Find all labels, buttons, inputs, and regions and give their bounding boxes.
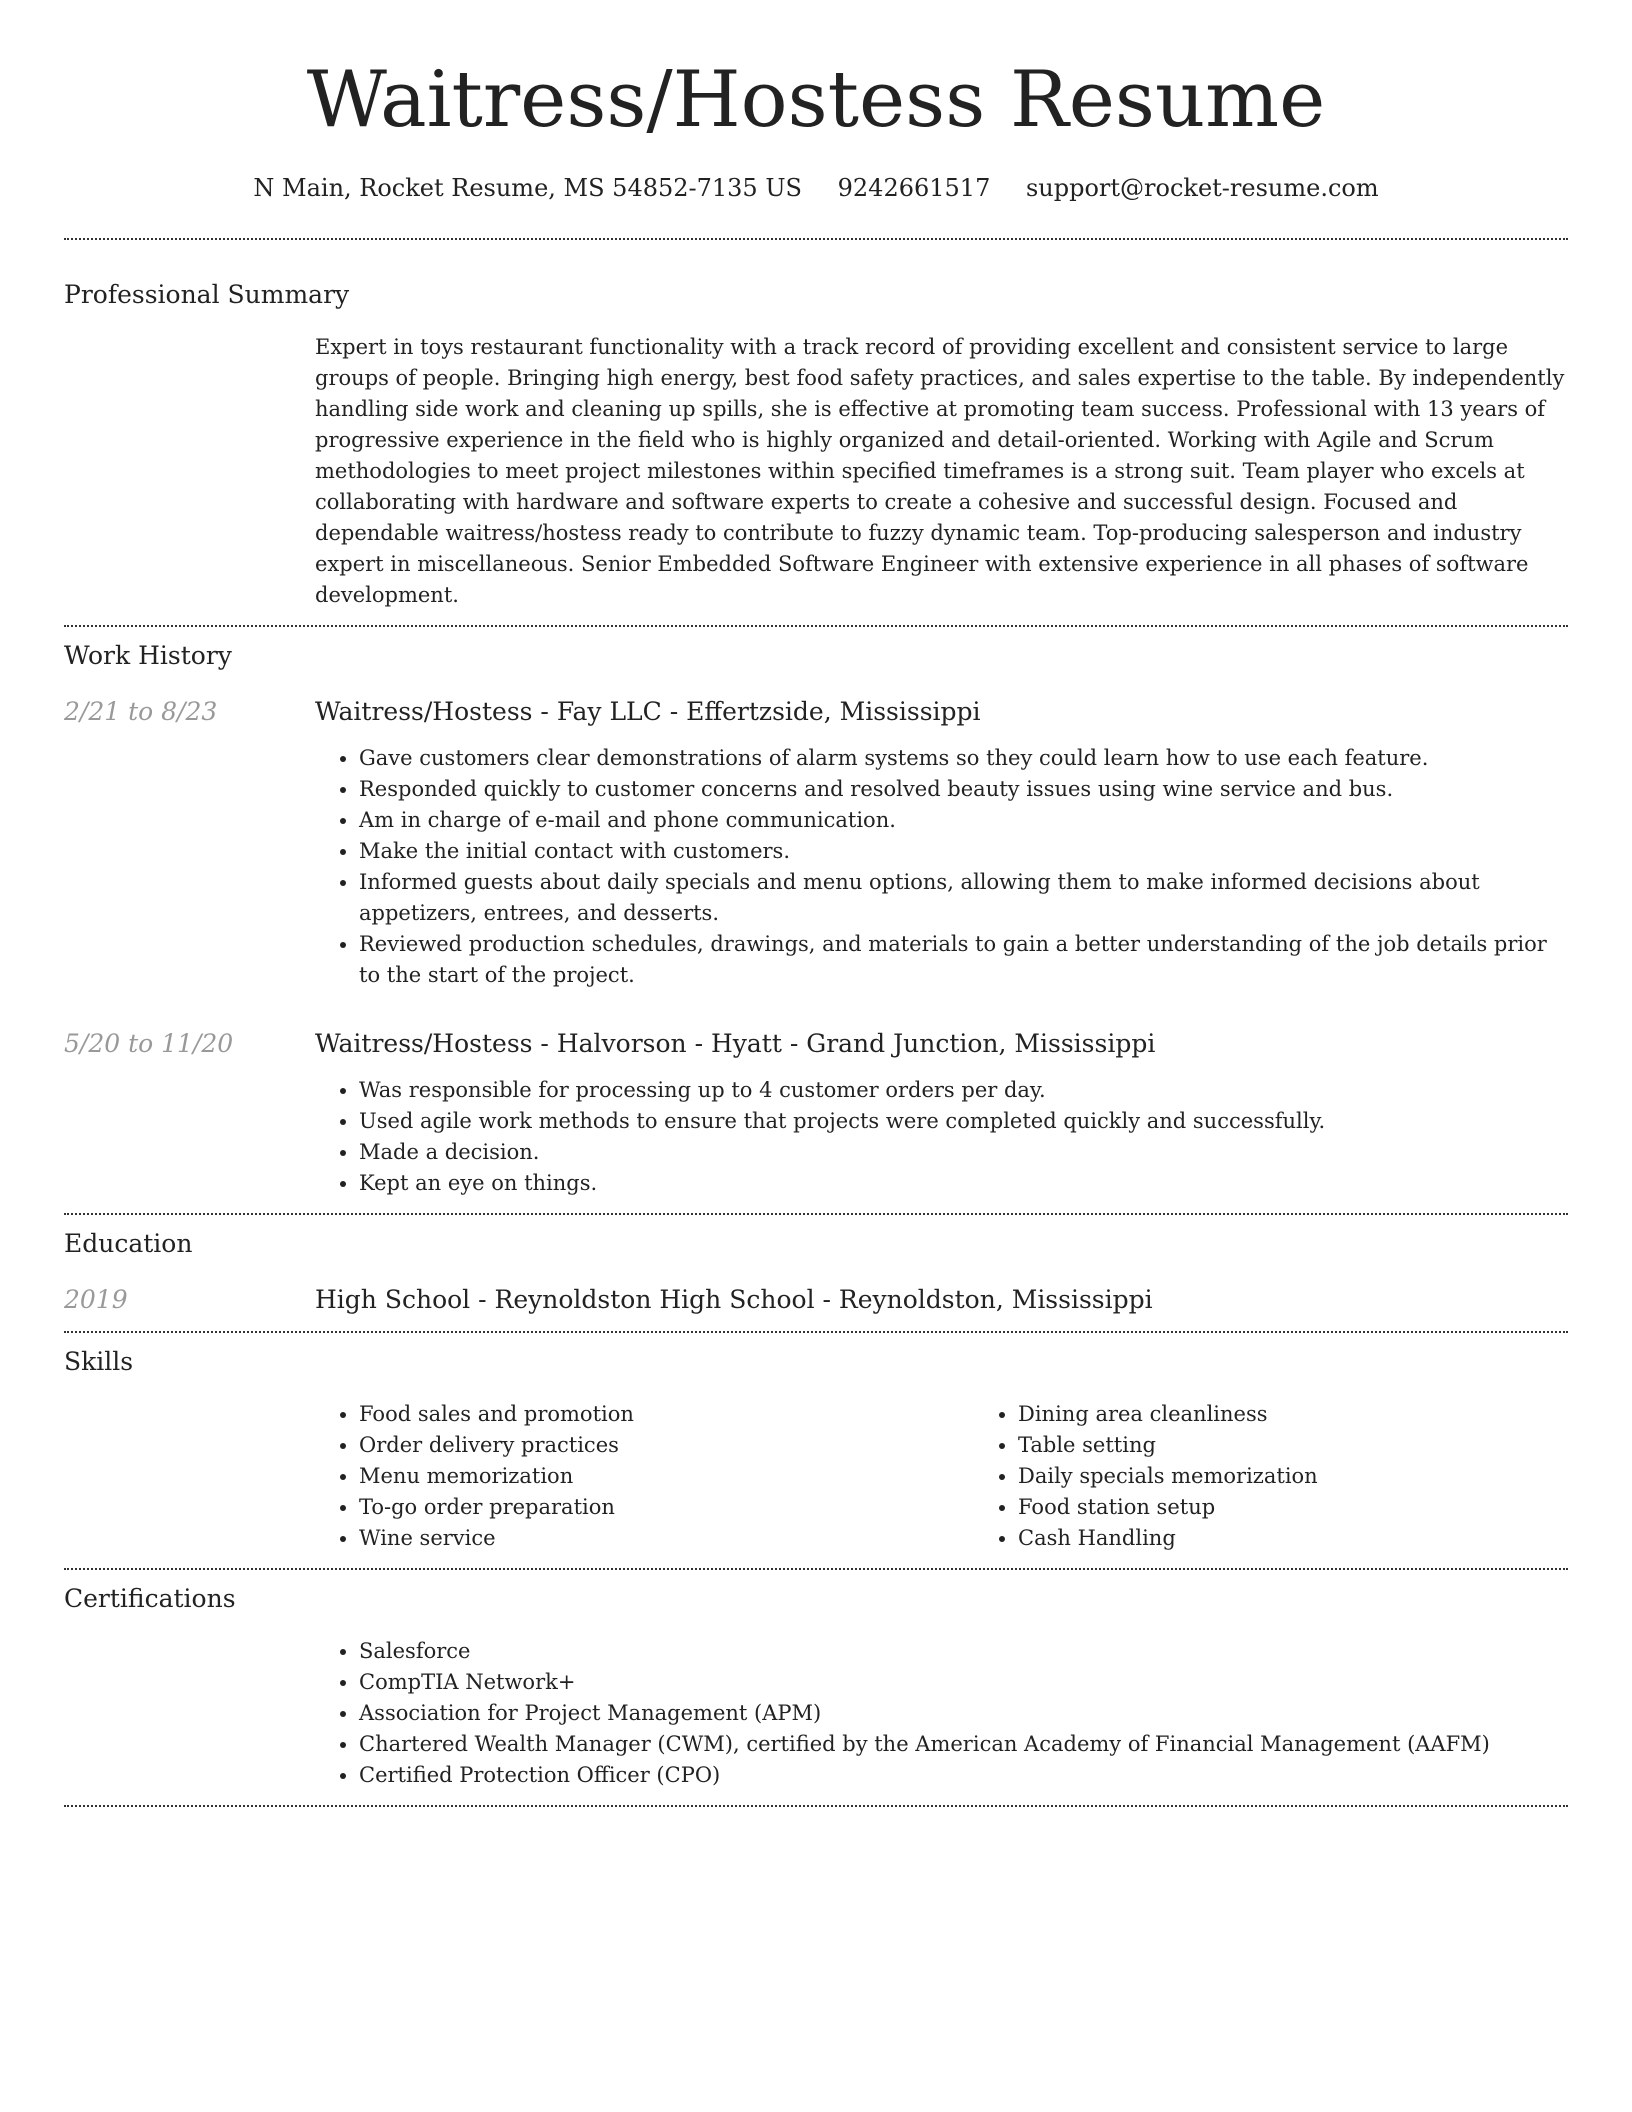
divider (64, 625, 1568, 627)
list-item: • Was responsible for processing up to 4 customer orders per day. (359, 1075, 1568, 1106)
education-entry: High School - Reynoldston High School - Reynoldston, Mississippi (315, 1285, 1153, 1314)
list-item: • Responded quickly to customer concerns and resolved beauty issues using wine service and bus. (359, 774, 1568, 805)
list-item: • Certified Protection Officer (CPO) (359, 1760, 1568, 1791)
list-item: • Made a decision. (359, 1137, 1568, 1168)
list-item: • Reviewed production schedules, drawings, and materials to gain a better understanding of the job details prior to the start of the project. (359, 929, 1568, 991)
job-dates: 2/21 to 8/23 (64, 697, 218, 726)
divider (64, 1331, 1568, 1333)
certifications-spacer (64, 1636, 315, 1791)
list-item: • Informed guests about daily specials and menu options, allowing them to make informed decisions about appetizers, entrees, and desserts. (359, 867, 1568, 929)
divider (64, 1568, 1568, 1570)
list-item: • Chartered Wealth Manager (CWM), certified by the American Academy of Financial Management (AAFM) (359, 1729, 1568, 1760)
list-item: • Order delivery practices (359, 1430, 974, 1461)
list-item: • CompTIA Network+ (359, 1667, 1568, 1698)
skills-heading: Skills (64, 1347, 134, 1376)
list-item: • Dining area cleanliness (1018, 1399, 1632, 1430)
list-item: • Food sales and promotion (359, 1399, 974, 1430)
skills-list-left (315, 1399, 974, 1554)
list-item: • Table setting (1018, 1430, 1632, 1461)
summary-heading: Professional Summary (64, 280, 350, 309)
skills-section (64, 1345, 1568, 1554)
work-heading: Work History (64, 641, 232, 670)
job-title: Waitress/Hostess - Fay LLC - Effertzside, Mississippi (315, 697, 981, 726)
job-entry (64, 1027, 1568, 1199)
list-item: • Make the initial contact with customers. (359, 836, 1568, 867)
contact-phone: 9242661517 (837, 174, 991, 202)
education-section (64, 1227, 1568, 1317)
list-item: • Food station setup (1018, 1492, 1632, 1523)
list-item: • To-go order preparation (359, 1492, 974, 1523)
list-item: • Gave customers clear demonstrations of alarm systems so they could learn how to use each feature. (359, 743, 1568, 774)
job-bullets (315, 1075, 1568, 1199)
list-item: • Cash Handling (1018, 1523, 1632, 1554)
certifications-heading: Certifications (64, 1584, 236, 1613)
job-entry (64, 695, 1568, 991)
list-item: • Used agile work methods to ensure that projects were completed quickly and successfully. (359, 1106, 1568, 1137)
divider (64, 1213, 1568, 1215)
job-bullets (315, 743, 1568, 991)
list-item: • Kept an eye on things. (359, 1168, 1568, 1199)
education-heading: Education (64, 1229, 193, 1258)
summary-section (64, 278, 1568, 611)
job-title: Waitress/Hostess - Halvorson - Hyatt - Grand Junction, Mississippi (315, 1029, 1156, 1058)
summary-spacer (64, 332, 315, 611)
job-dates: 5/20 to 11/20 (64, 1029, 234, 1058)
divider (64, 1805, 1568, 1807)
summary-text: Expert in toys restaurant functionality with a track record of providing excellent and consistent service to large groups of people. Bringing high energy, best food safety practices, and sales expertise to the table. By independently handling side work and cleaning up spills, she is effective at promoting team success. Professional with 13 years of progressive experience in the field who is highly organized and detail-oriented. Working with Agile and Scrum methodologies to meet project milestones within specified timeframes is a strong suit. Team player who excels at collaborating with hardware and software experts to create a cohesive and successful design. Focused and dependable waitress/hostess ready to contribute to fuzzy dynamic team. Top-producing salesperson and industry expert in miscellaneous. Senior Embedded Software Engineer with extensive experience in all phases of software development. (315, 335, 1565, 607)
contact-line (64, 172, 1568, 204)
contact-address: N Main, Rocket Resume, MS 54852-7135 US (253, 174, 802, 202)
list-item: • Menu memorization (359, 1461, 974, 1492)
list-item: • Am in charge of e-mail and phone communication. (359, 805, 1568, 836)
education-year: 2019 (64, 1285, 128, 1314)
list-item: • Association for Project Management (APM) (359, 1698, 1568, 1729)
certifications-list (315, 1636, 1568, 1791)
divider (64, 238, 1568, 240)
certifications-section (64, 1582, 1568, 1791)
work-section (64, 639, 1568, 1199)
contact-email: support@rocket-resume.com (1025, 174, 1379, 202)
list-item: • Salesforce (359, 1636, 1568, 1667)
list-item: • Wine service (359, 1523, 974, 1554)
skills-list-right (974, 1399, 1632, 1554)
list-item: • Daily specials memorization (1018, 1461, 1632, 1492)
skills-spacer (64, 1399, 315, 1554)
resume-title: Waitress/Hostess Resume (306, 55, 1326, 145)
